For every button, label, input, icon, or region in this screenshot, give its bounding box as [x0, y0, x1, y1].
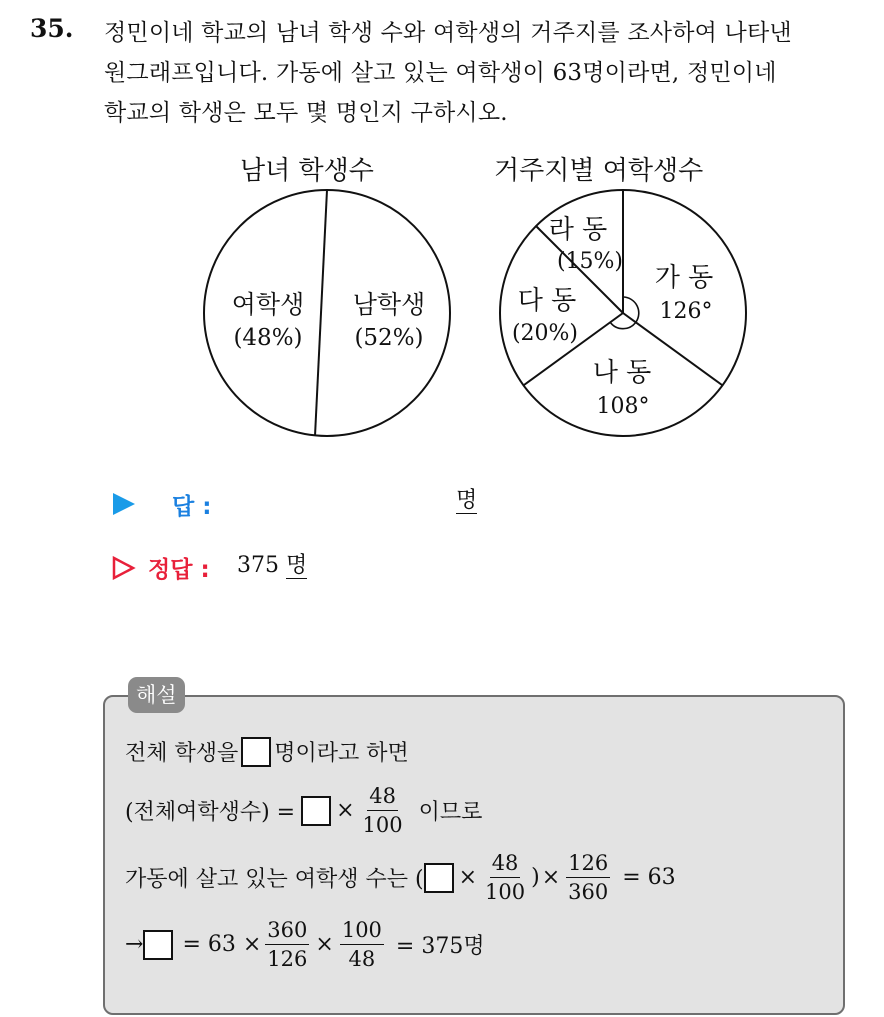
fraction-numerator: 126: [566, 849, 610, 878]
question-line-1: 정민이네 학교의 남녀 학생 수와 여학생의 거주지를 조사하여 나타낸: [104, 20, 792, 46]
pie2-slice-label-ga: 가 동: [654, 263, 714, 293]
explanation-line-1: [125, 736, 409, 767]
unknown-box: [241, 737, 271, 767]
pie1-slice-label-girls: 여학생: [231, 290, 305, 319]
pie2-slice-value-ga: 126°: [659, 299, 713, 324]
fraction: [566, 849, 610, 906]
question-line-2: 원그래프입니다. 가동에 살고 있는 여학생이 63명이라면, 정민이네: [104, 60, 777, 86]
correct-answer: [237, 553, 307, 578]
fraction: [483, 849, 527, 906]
pie1-slice-value-boys: (52%): [354, 325, 424, 351]
unknown-box: [301, 796, 331, 826]
fraction: [265, 916, 309, 973]
question-number: 35.: [30, 14, 74, 43]
correct-answer-unit: 명: [286, 553, 308, 578]
play-triangle-icon: [113, 493, 135, 515]
pie1-title: 남녀 학생수: [240, 156, 374, 186]
unknown-box: [143, 930, 173, 960]
pie-charts: [0, 0, 884, 470]
fraction: [340, 916, 384, 973]
pie1-slice-label-boys: 남학생: [352, 290, 426, 319]
fraction-numerator: 48: [490, 849, 521, 878]
pie2-slice-label-da: 다 동: [517, 286, 577, 316]
answer-label: 답 :: [172, 494, 212, 520]
pie2-slice-label-na: 나 동: [592, 358, 652, 388]
times-sign: ×: [315, 932, 334, 957]
arrow-icon: →: [125, 932, 144, 957]
pie2-title: 거주지별 여학생수: [494, 156, 704, 186]
fraction-denominator: 360: [568, 880, 609, 904]
times-sign: ×: [541, 865, 561, 890]
fraction-denominator: 126: [267, 947, 308, 971]
close-paren: ): [531, 865, 540, 890]
question-line-3: 학교의 학생은 모두 몇 명인지 구하시오.: [104, 100, 508, 126]
unknown-box: [424, 863, 454, 893]
correct-answer-label: 정답 :: [148, 557, 210, 583]
line4-result: = 375명: [395, 934, 485, 959]
fraction-denominator: 100: [485, 880, 526, 904]
fraction-denominator: 48: [348, 947, 376, 971]
explanation-tag: 해설: [128, 677, 185, 713]
answer-unit: 명: [456, 488, 478, 513]
fraction-numerator: 48: [367, 782, 398, 811]
times-sign: ×: [458, 865, 478, 890]
fraction-numerator: 100: [340, 916, 384, 945]
line4-eq: = 63 ×: [182, 932, 262, 957]
pie2-slice-label-ra: 라 동: [548, 215, 608, 245]
line1-text-b: 명이라고 하면: [274, 741, 409, 766]
outline-triangle-icon: [112, 556, 136, 580]
explanation-line-4: [125, 916, 485, 973]
explanation-line-3: [125, 849, 676, 906]
pie1-slice-value-girls: (48%): [233, 325, 303, 351]
line3-text-a: 가동에 살고 있는 여학생 수는 (: [125, 867, 424, 892]
pie2-slice-value-ra: (15%): [556, 249, 624, 274]
pie2-slice-value-da: (20%): [511, 321, 579, 346]
correct-answer-value: 375: [237, 553, 279, 578]
pie2-slice-value-na: 108°: [596, 394, 650, 419]
line2-text-b: 이므로: [418, 800, 483, 825]
fraction-denominator: 100: [362, 813, 403, 837]
fraction-numerator: 360: [265, 916, 309, 945]
explanation-line-2: [125, 782, 482, 839]
times-sign: ×: [336, 798, 355, 823]
line1-text-a: 전체 학생을: [125, 741, 239, 766]
fraction: [361, 782, 405, 839]
line3-result: = 63: [622, 865, 676, 890]
line2-text-a: (전체여학생수) =: [125, 800, 296, 825]
